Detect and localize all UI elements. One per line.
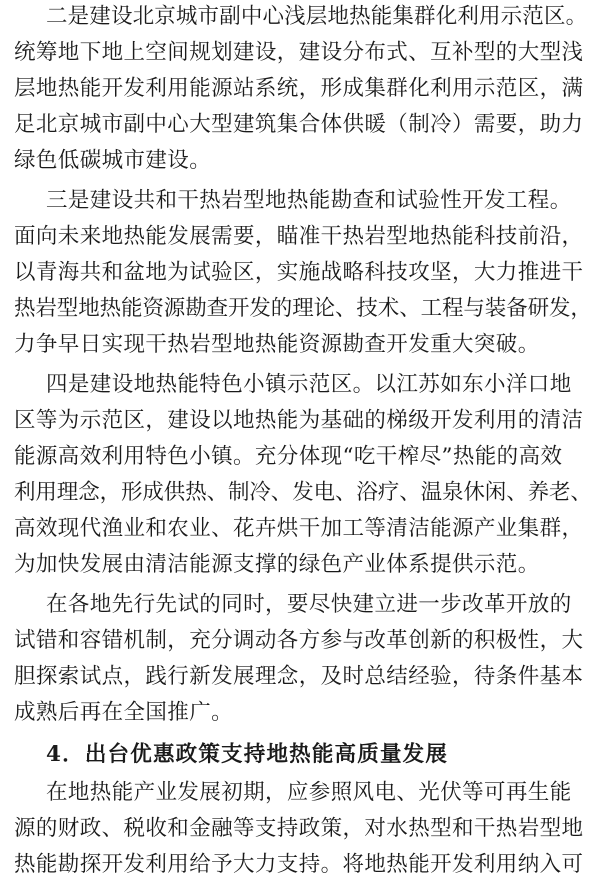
paragraph-2-line-5: 力争早日实现干热岩型地热能资源勘查开发重大突破。 [14, 332, 540, 357]
paragraph-1-line-2: 统筹地下地上空间规划建设，建设分布式、互补型的大型浅 [14, 40, 584, 65]
paragraph-2-line-4: 热岩型地热能资源勘查开发的理论、技术、工程与装备研发， [14, 296, 592, 321]
paragraph-2-line-3: 以青海共和盆地为试验区，实施战略科技攻坚，大力推进干 [14, 260, 584, 285]
paragraph-3-line-4: 利用理念，形成供热、制冷、发电、浴疗、温泉休闲、养老、 [14, 480, 592, 505]
paragraph-3-line-6: 为加快发展由清洁能源支撑的绿色产业体系提供示范。 [14, 552, 540, 577]
paragraph-5-line-3: 热能勘探开发利用给予大力支持。将地热能开发利用纳入可 [14, 852, 584, 877]
paragraph-4-line-3: 胆探索试点，践行新发展理念，及时总结经验，待条件基本 [14, 664, 584, 689]
paragraph-3-line-2: 区等为示范区，建设以地热能为基础的梯级开发利用的清洁 [14, 408, 584, 433]
paragraph-5-line-2: 源的财政、税收和金融等支持政策，对水热型和干热岩型地 [14, 816, 584, 841]
paragraph-2-line-2: 面向未来地热能发展需要，瞄准干热岩型地热能科技前沿， [14, 224, 584, 249]
paragraph-4-line-2: 试错和容错机制，充分调动各方参与改革创新的积极性，大 [14, 628, 584, 653]
paragraph-2-line-1: 三是建设共和干热岩型地热能勘查和试验性开发工程。 [46, 188, 572, 213]
paragraph-3-line-5: 高效现代渔业和农业、花卉烘干加工等清洁能源产业集群， [14, 516, 584, 541]
paragraph-1-line-3: 层地热能开发利用能源站系统，形成集群化利用示范区，满 [14, 76, 584, 101]
paragraph-4-line-4: 成熟后再在全国推广。 [14, 700, 234, 725]
section-heading: 4．出台优惠政策支持地热能高质量发展 [46, 742, 449, 767]
paragraph-1-line-4: 足北京城市副中心大型建筑集合体供暖（制冷）需要，助力 [14, 112, 584, 137]
paragraph-3-line-3: 能源高效利用特色小镇。充分体现“吃干榨尽”热能的高效 [14, 444, 563, 469]
paragraph-4-line-1: 在各地先行先试的同时，要尽快建立进一步改革开放的 [46, 592, 572, 617]
paragraph-5-line-1: 在地热能产业发展初期，应参照风电、光伏等可再生能 [46, 780, 572, 805]
paragraph-1-line-1: 二是建设北京城市副中心浅层地热能集群化利用示范区。 [46, 4, 588, 29]
paragraph-3-line-1: 四是建设地热能特色小镇示范区。以江苏如东小洋口地 [46, 372, 572, 397]
paragraph-1-line-5: 绿色低碳城市建设。 [14, 148, 212, 173]
